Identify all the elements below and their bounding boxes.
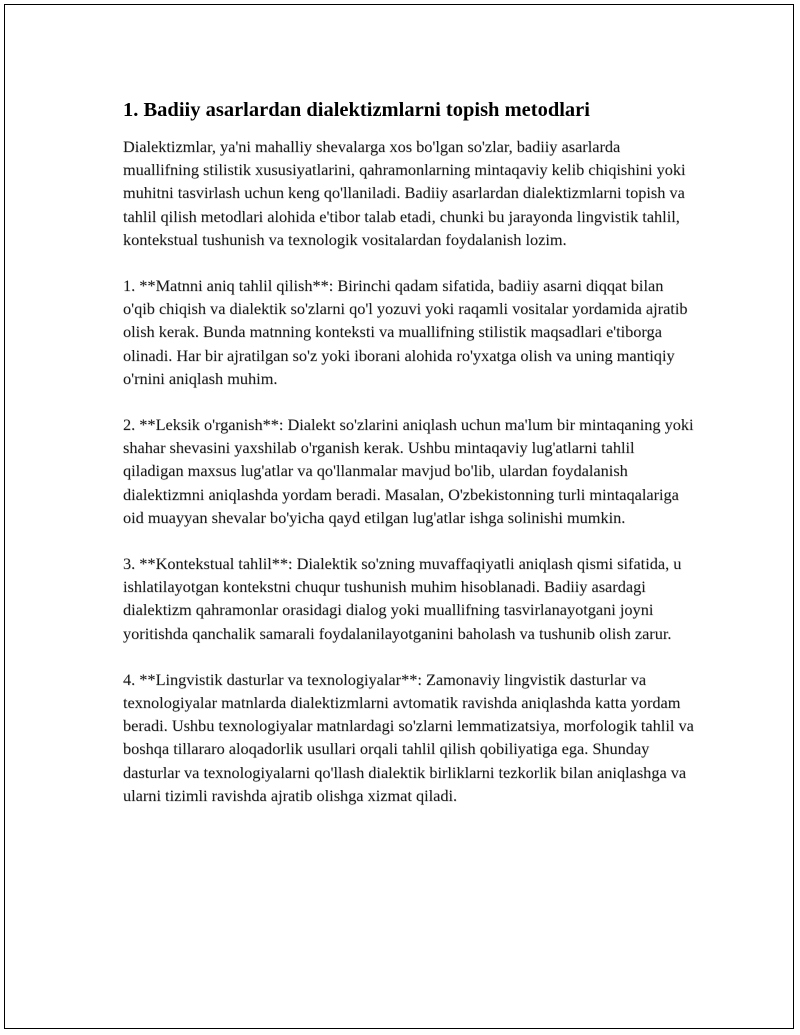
method-3-paragraph: 3. **Kontekstual tahlil**: Dialektik so'zning muvaffaqiyatli aniqlash qismi sifatida, u ishlatilayotgan kontekstni chuqur tushunish muhim hisoblanadi. Badiiy asardagi dialektizm qahramonlar orasidagi dialog yoki muallifning tasvirlanayotgani joyni yoritishda qanchalik samarali foydalanilayotganini baholash va tushunib olish zarur. [123, 554, 682, 643]
document-body [123, 97, 698, 830]
method-1-paragraph: 1. **Matnni aniq tahlil qilish**: Birinchi qadam sifatida, badiiy asarni diqqat bilan o'qib chiqish va dialektik so'zlarni qo'l yozuvi yoki raqamli vositalar yordamida ajratib olish kerak. Bunda matnning konteksti va muallifning stilistik maqsadlari e'tiborga olinadi. Har bir ajratilgan so'z yoki iborani alohida ro'yxatga olish va uning mantiqiy o'rnini aniqlash muhim. [123, 276, 688, 388]
method-2-paragraph: 2. **Leksik o'rganish**: Dialekt so'zlarini aniqlash uchun ma'lum bir mintaqaning yoki shahar shevasini yaxshilab o'rganish kerak. Ushbu mintaqaviy lug'atlarni tahlil qiladigan maxsus lug'atlar va qo'llanmalar mavjud bo'lib, ulardan foydalanish dialektizmni aniqlashda yordam beradi. Masalan, O'zbekistonning turli mintaqalariga oid muayyan shevalar bo'yicha qayd etilgan lug'atlar ishga solinishi mumkin. [123, 415, 694, 527]
page-frame [4, 4, 794, 1029]
method-4-paragraph: 4. **Lingvistik dasturlar va texnologiyalar**: Zamonaviy lingvistik dasturlar va texnologiyalar matnlarda dialektizmlarni avtomatik ravishda aniqlashda katta yordam beradi. Ushbu texnologiyalar matnlardagi so'zlarni lemmatizatsiya, morfologik tahlil va boshqa tillararo aloqadorlik usullari orqali tahlil qilish qobiliyatiga ega. Shunday dasturlar va texnologiyalarni qo'llash dialektik birliklarni tezkorlik bilan aniqlashga va ularni tizimli ravishda ajratib olishga xizmat qiladi. [123, 669, 694, 805]
document-title: 1. Badiiy asarlardan dialektizmlarni topish metodlari [123, 99, 590, 121]
intro-paragraph: Dialektizmlar, ya'ni mahalliy shevalarga xos bo'lgan so'zlar, badiiy asarlarda muallifning stilistik xususiyatlarini, qahramonlarning mintaqaviy kelib chiqishini yoki muhitni tasvirlash uchun keng qo'llaniladi. Badiiy asarlardan dialektizmlarni topish va tahlil qilish metodlari alohida e'tibor talab etadi, chunki bu jarayonda lingvistik tahlil, kontekstual tushunish va texnologik vositalardan foydalanish lozim. [123, 137, 686, 249]
